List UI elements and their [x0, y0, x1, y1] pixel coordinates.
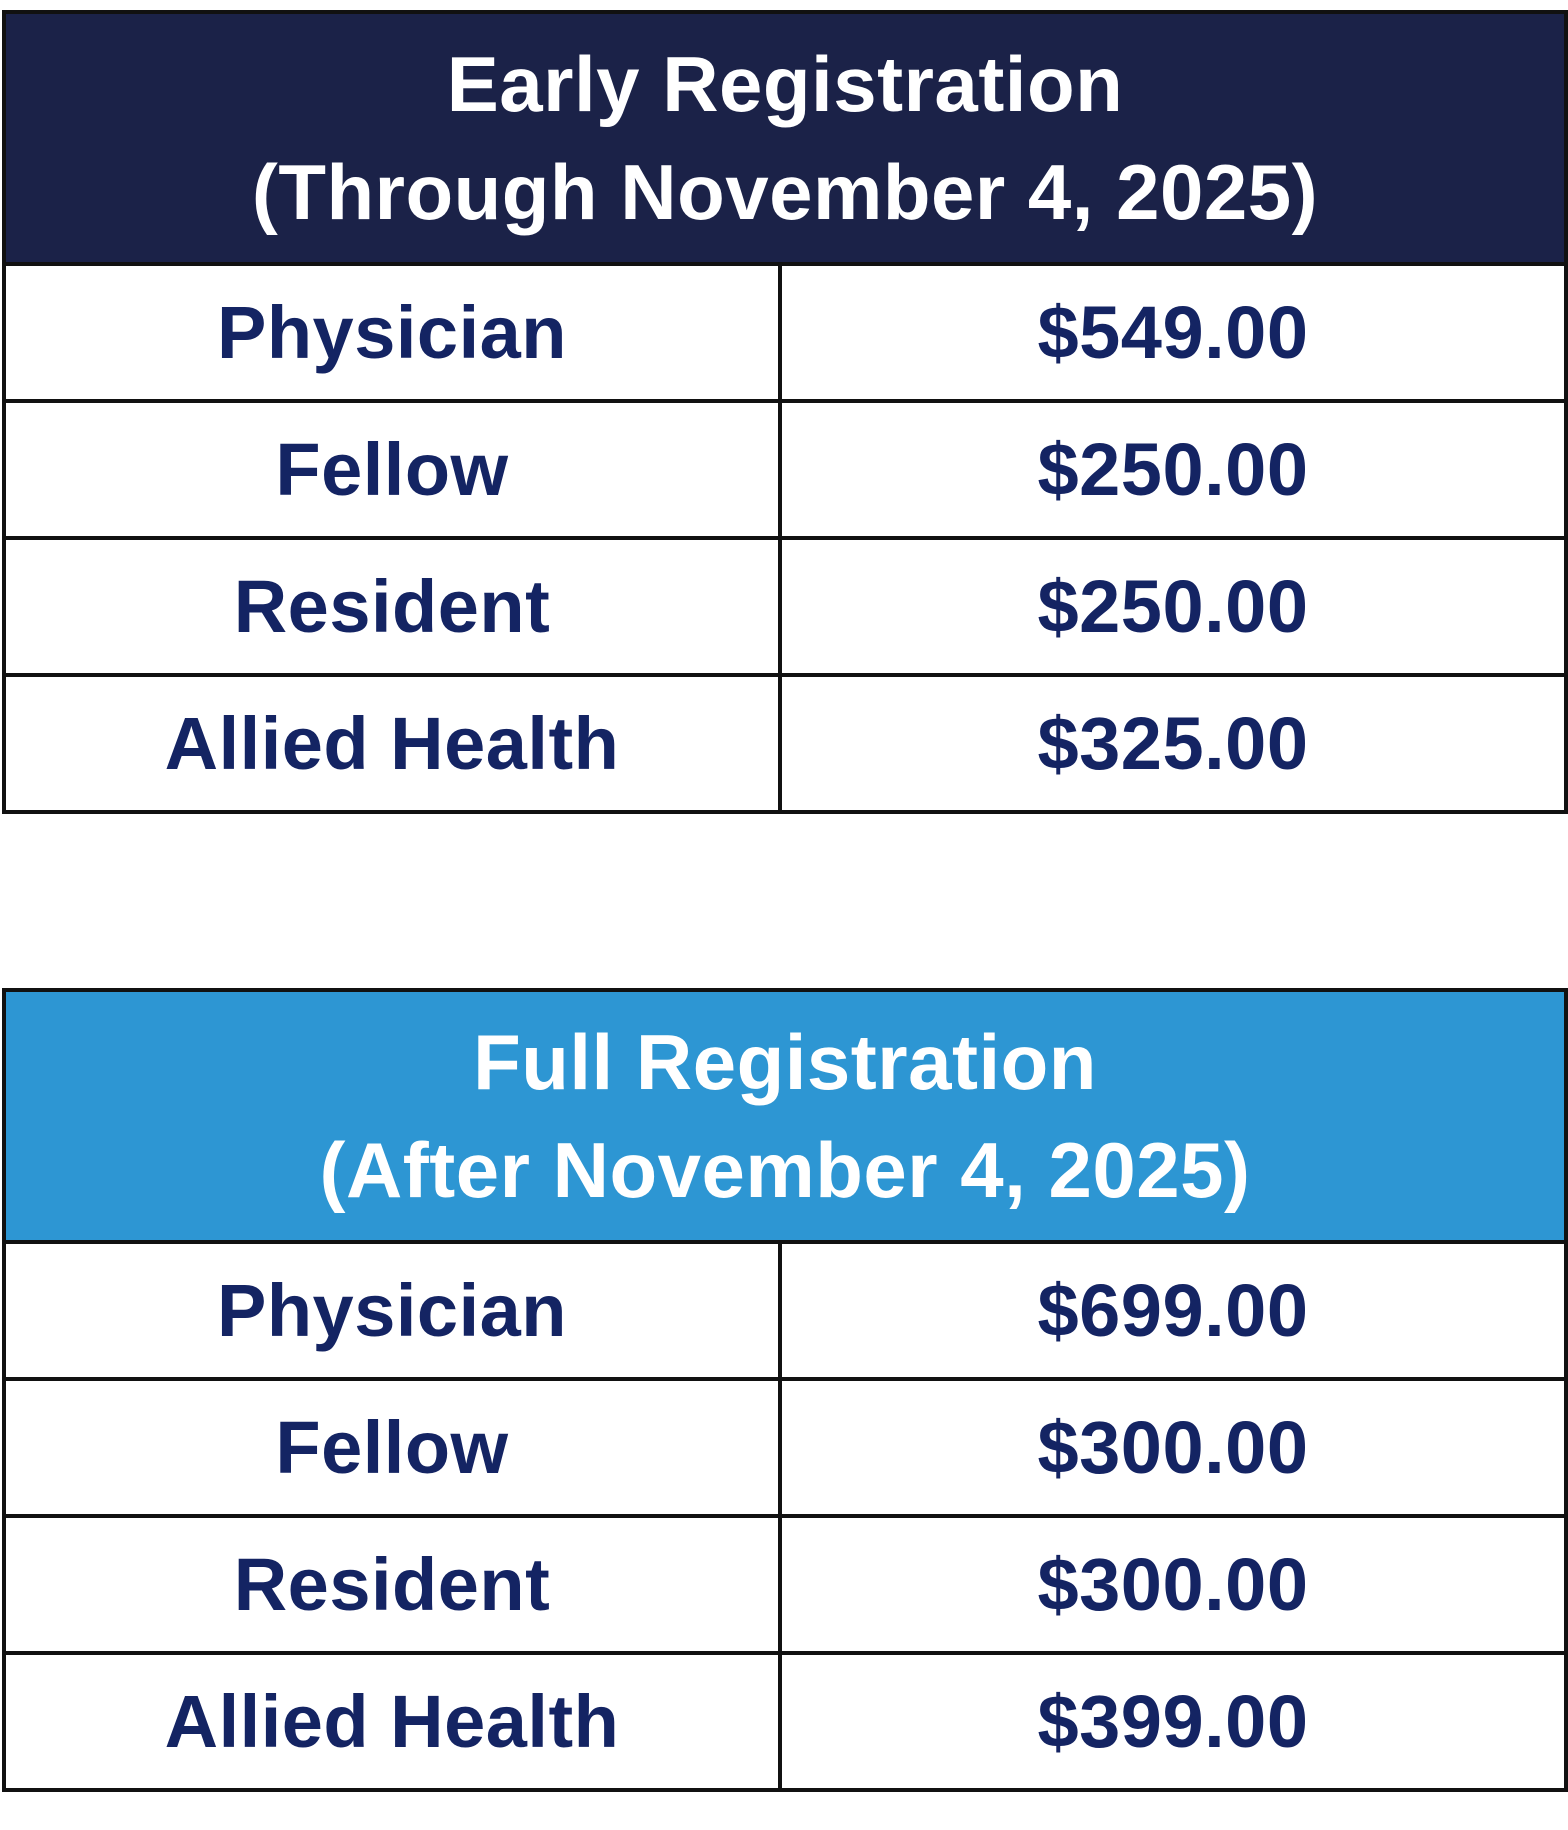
price-cell: $250.00 [1037, 428, 1309, 511]
full-registration-table [2, 988, 1568, 1792]
early-registration-header [6, 14, 1564, 266]
category-cell: Resident [6, 1518, 782, 1651]
table-row [6, 540, 1564, 677]
category-cell: Fellow [6, 403, 782, 536]
header-subtitle: (Through November 4, 2025) [251, 148, 1319, 236]
header-title: Full Registration [473, 1018, 1097, 1106]
full-registration-header [6, 992, 1564, 1244]
table-row [6, 1655, 1564, 1788]
category-cell: Physician [6, 266, 782, 399]
price-cell: $250.00 [1037, 565, 1309, 648]
price-cell: $549.00 [1037, 291, 1309, 374]
table-row [6, 1381, 1564, 1518]
category-cell: Fellow [6, 1381, 782, 1514]
table-row [6, 266, 1564, 403]
category-cell: Physician [6, 1244, 782, 1377]
category-cell: Allied Health [6, 677, 782, 810]
table-row [6, 1518, 1564, 1655]
table-row [6, 1244, 1564, 1381]
price-cell: $699.00 [1037, 1269, 1309, 1352]
category-cell: Resident [6, 540, 782, 673]
header-subtitle: (After November 4, 2025) [319, 1126, 1251, 1214]
price-cell: $325.00 [1037, 702, 1309, 785]
table-row [6, 677, 1564, 810]
category-cell: Allied Health [6, 1655, 782, 1788]
table-row [6, 403, 1564, 540]
price-cell: $399.00 [1037, 1680, 1309, 1763]
price-cell: $300.00 [1037, 1406, 1309, 1489]
early-registration-table [2, 10, 1568, 814]
header-title: Early Registration [446, 40, 1124, 128]
price-cell: $300.00 [1037, 1543, 1309, 1626]
